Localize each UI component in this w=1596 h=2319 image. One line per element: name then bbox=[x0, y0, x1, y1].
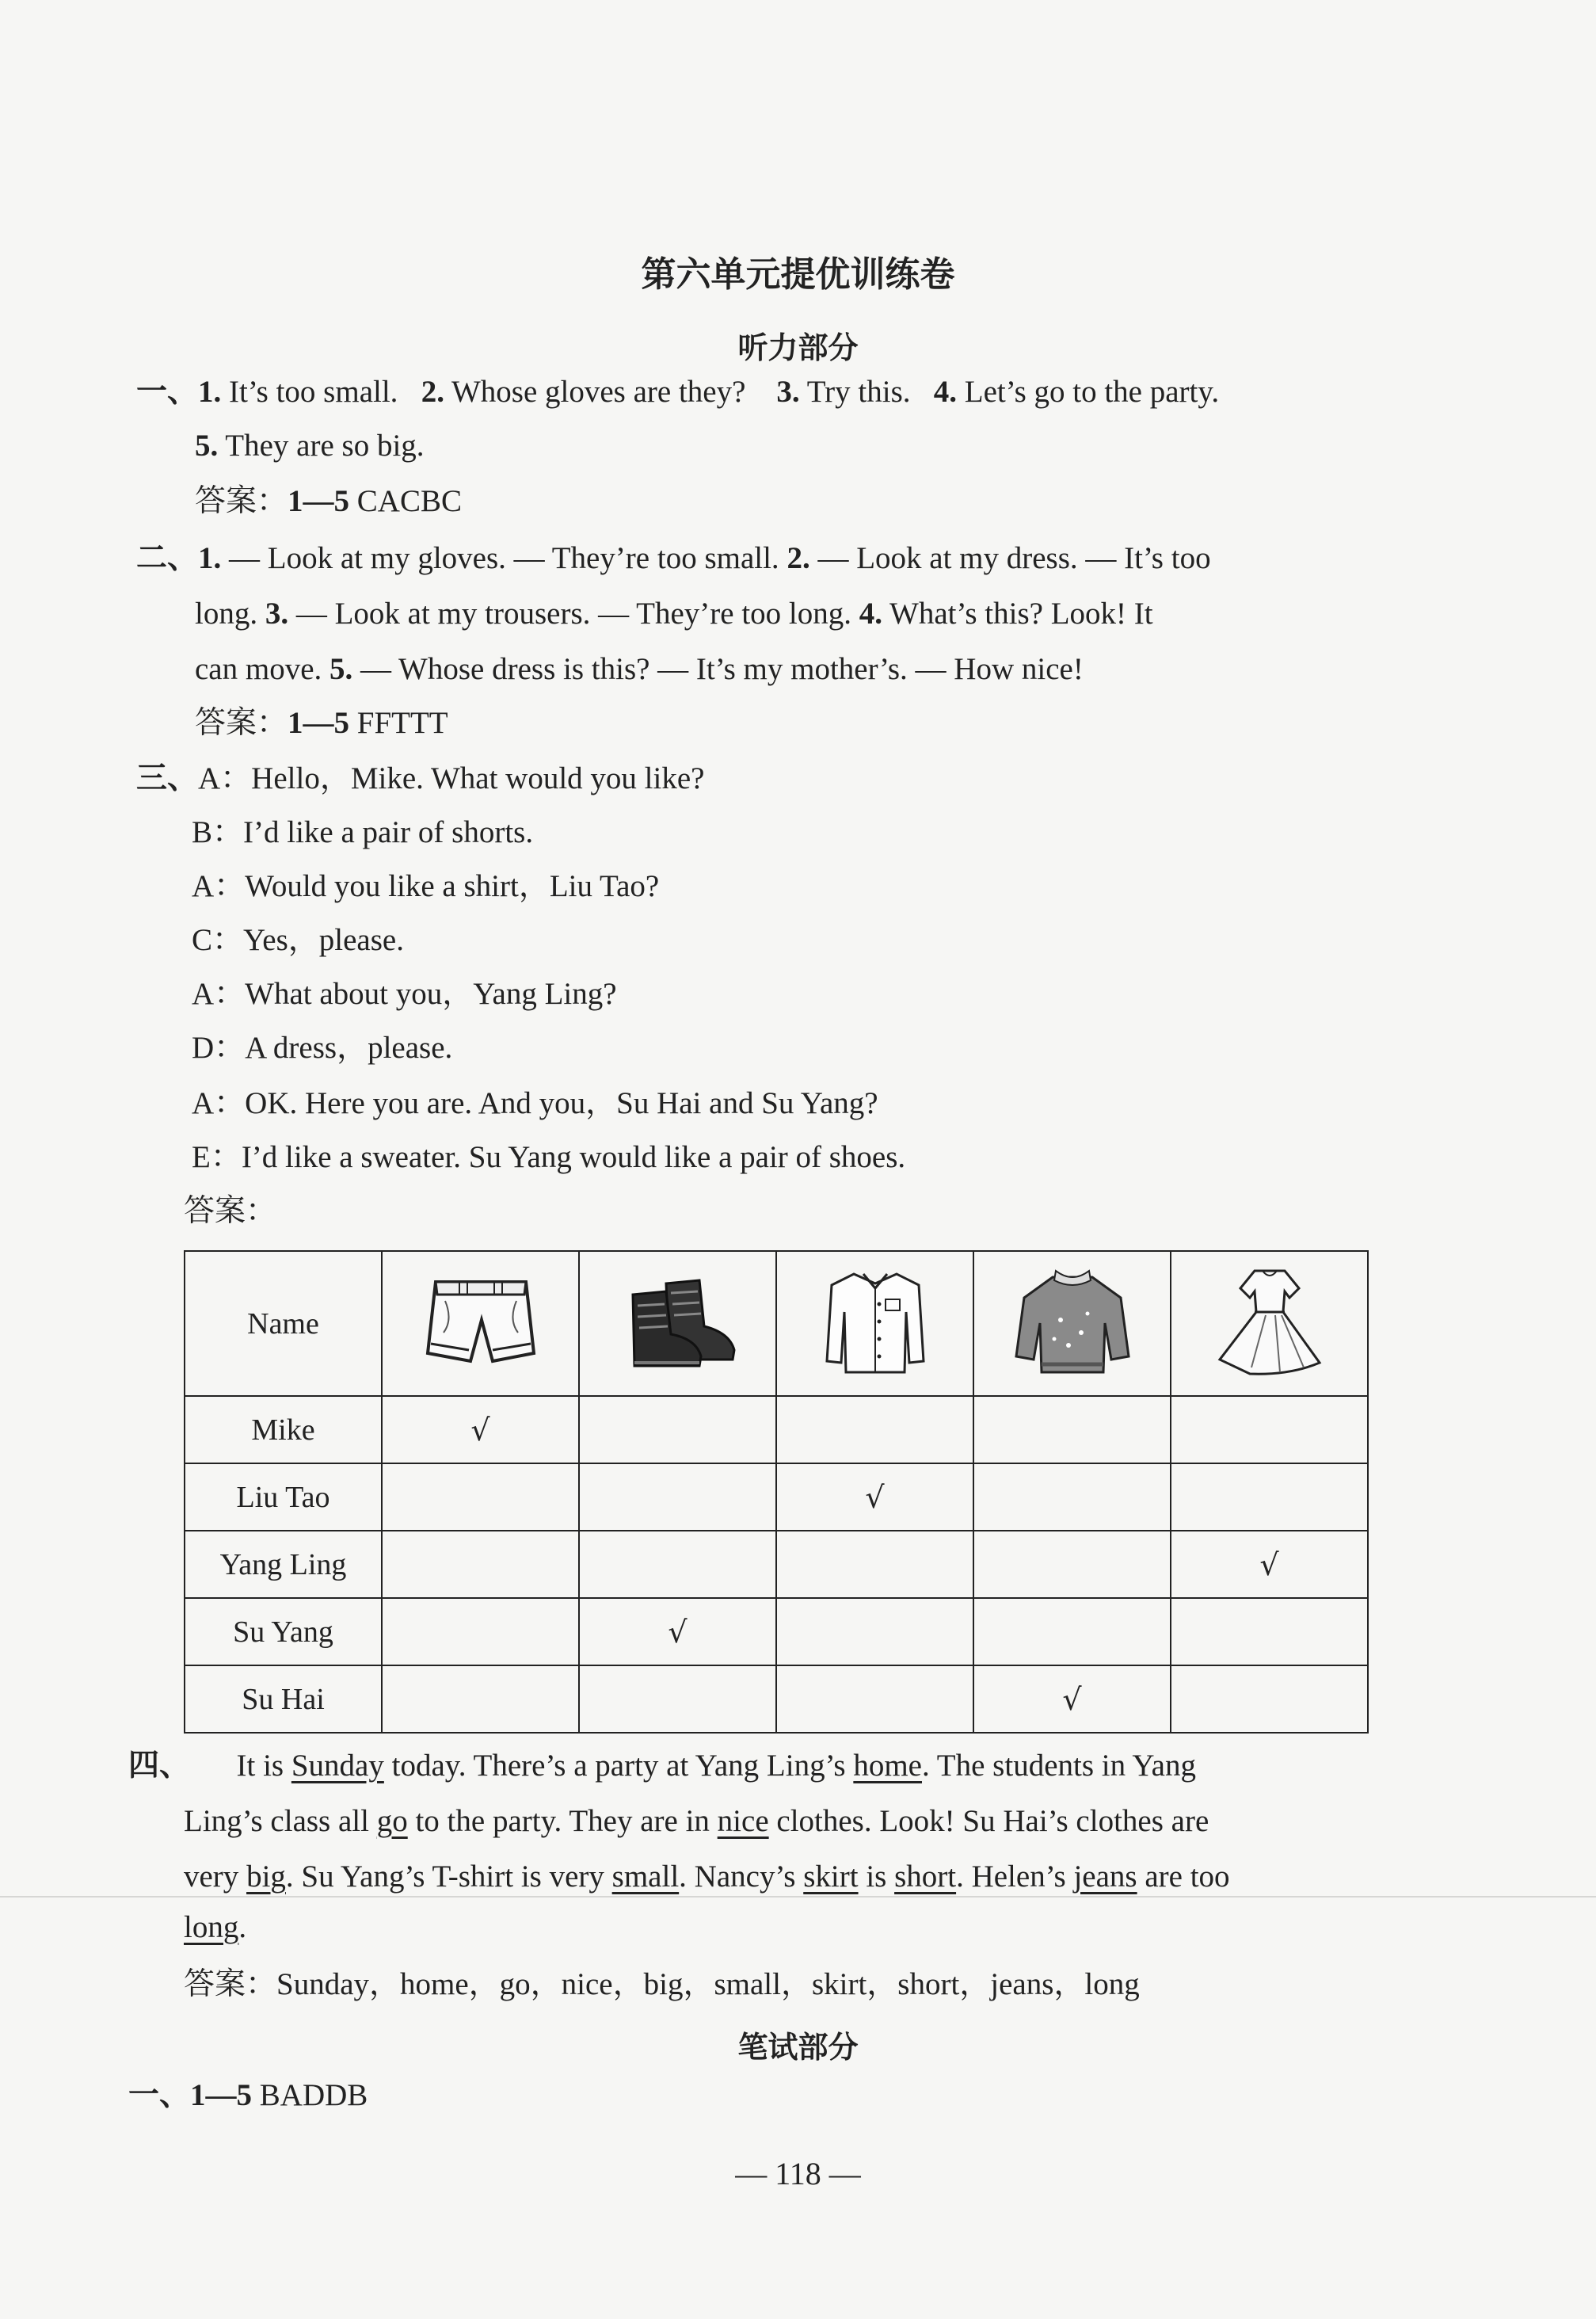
w1-answer: 一、1—5 BADDB bbox=[128, 2077, 368, 2113]
listening-section-header: 听力部分 bbox=[737, 330, 859, 365]
boots-picture bbox=[579, 1251, 776, 1396]
check-cell bbox=[973, 1531, 1171, 1598]
check-cell bbox=[382, 1463, 579, 1531]
row-name: Mike bbox=[185, 1396, 382, 1463]
s3-number: 三、 bbox=[136, 761, 199, 796]
check-cell: √ bbox=[1171, 1531, 1368, 1598]
row-name: Su Yang bbox=[185, 1598, 382, 1665]
text-run: . Su Yang’s T-shirt is very bbox=[285, 1859, 612, 1894]
s1-item1: It’s too small. bbox=[229, 375, 398, 409]
text-run: . Helen’s bbox=[956, 1859, 1074, 1894]
check-cell bbox=[973, 1463, 1171, 1531]
s1-item2: Whose gloves are they? bbox=[451, 375, 746, 409]
s4-answer: 答案：Sunday，home，go，nice，big，small，skirt，short，jeans，long bbox=[184, 1966, 1140, 2002]
underlined-answer: short bbox=[894, 1859, 957, 1894]
check-cell bbox=[973, 1598, 1171, 1665]
check-cell bbox=[382, 1665, 579, 1733]
s2-line2 bbox=[195, 596, 1153, 633]
check-cell bbox=[1171, 1463, 1368, 1531]
text-run: What’s this? Look! It bbox=[882, 597, 1153, 631]
underlined-answer: big bbox=[246, 1859, 286, 1894]
text-run: — Look at my dress. — It’s too bbox=[809, 541, 1211, 575]
sweater-picture bbox=[973, 1251, 1171, 1396]
dress-icon bbox=[1202, 1257, 1337, 1383]
s1-item5: They are so big. bbox=[225, 429, 425, 463]
underlined-answer: skirt bbox=[803, 1859, 859, 1894]
s1-item4: Let’s go to the party. bbox=[964, 375, 1220, 409]
table-header-row bbox=[185, 1251, 1368, 1396]
check-cell bbox=[579, 1396, 776, 1463]
text-run: — Whose dress is this? — It’s my mother’s. — How nice! bbox=[352, 652, 1084, 686]
text-run: is bbox=[858, 1859, 895, 1894]
underlined-answer: go bbox=[376, 1804, 408, 1838]
text-run: Ling’s class all bbox=[184, 1804, 377, 1838]
check-cell: √ bbox=[382, 1396, 579, 1463]
item-number: 5. bbox=[329, 652, 353, 686]
text-run: — Look at my trousers. — They’re too long. bbox=[288, 597, 859, 631]
s2-line1 bbox=[136, 540, 1211, 578]
check-cell bbox=[579, 1531, 776, 1598]
check-cell bbox=[579, 1463, 776, 1531]
s4-line3 bbox=[184, 1859, 1230, 1896]
text-run: . The students in Yang bbox=[922, 1749, 1196, 1783]
s3-line4: C：Yes，please. bbox=[192, 923, 404, 957]
row-name: Su Hai bbox=[185, 1665, 382, 1733]
check-cell bbox=[776, 1396, 973, 1463]
s4-line2 bbox=[184, 1803, 1209, 1840]
page-title: 第六单元提优训练卷 bbox=[641, 254, 955, 295]
text-run: clothes. Look! Su Hai’s clothes are bbox=[768, 1804, 1209, 1838]
s3-line3: A：Would you like a shirt，Liu Tao? bbox=[192, 869, 660, 903]
check-cell bbox=[579, 1665, 776, 1733]
s2-number: 二、 bbox=[136, 540, 199, 576]
s2-line3 bbox=[195, 651, 1084, 688]
check-cell: √ bbox=[776, 1463, 973, 1531]
boots-icon bbox=[611, 1257, 745, 1383]
item-number: 4. bbox=[859, 597, 883, 631]
check-cell: √ bbox=[973, 1665, 1171, 1733]
text-run: . bbox=[238, 1910, 247, 1944]
s1-answer: 答案：1—5 CACBC bbox=[195, 483, 462, 519]
underlined-answer: long bbox=[184, 1910, 239, 1944]
s1-line2: 5. They are so big. bbox=[195, 429, 425, 463]
table-row bbox=[185, 1531, 1368, 1598]
s3-answer-label: 答案： bbox=[184, 1193, 277, 1229]
text-run: today. There’s a party at Yang Ling’s bbox=[383, 1749, 854, 1783]
s3-line8: E：I’d like a sweater. Su Yang would like a pair of shoes. bbox=[192, 1140, 906, 1174]
s1-item3: Try this. bbox=[806, 375, 911, 409]
row-name: Liu Tao bbox=[185, 1463, 382, 1531]
s4-number: 四、 bbox=[128, 1748, 191, 1783]
check-cell bbox=[382, 1531, 579, 1598]
sweater-icon bbox=[1005, 1257, 1140, 1383]
item-number: 2. bbox=[787, 541, 810, 575]
check-cell bbox=[1171, 1598, 1368, 1665]
check-cell: √ bbox=[579, 1598, 776, 1665]
check-cell bbox=[1171, 1665, 1368, 1733]
answer-table bbox=[184, 1250, 1369, 1734]
text-run: It is bbox=[236, 1749, 291, 1783]
item-number: 1. bbox=[198, 541, 222, 575]
check-cell bbox=[776, 1598, 973, 1665]
underlined-answer: jeans bbox=[1073, 1859, 1137, 1894]
text-run: — Look at my gloves. — They’re too small. bbox=[221, 541, 787, 575]
table-row bbox=[185, 1396, 1368, 1463]
text-run: . Nancy’s bbox=[679, 1859, 804, 1894]
page-number: — 118 — bbox=[735, 2156, 861, 2191]
s3-line1: 三、A：Hello，Mike. What would you like? bbox=[136, 761, 705, 796]
shirt-picture bbox=[776, 1251, 973, 1396]
s1-number: 一、 bbox=[136, 374, 199, 410]
s2-answer: 答案：1—5 FFTTT bbox=[195, 705, 448, 741]
name-header: Name bbox=[185, 1251, 382, 1396]
check-cell bbox=[1171, 1396, 1368, 1463]
text-run: are too bbox=[1137, 1859, 1230, 1894]
s3-line5: A：What about you，Yang Ling? bbox=[192, 977, 617, 1011]
s3-line6: D：A dress，please. bbox=[192, 1031, 453, 1065]
underlined-answer: home bbox=[853, 1749, 922, 1783]
s3-line7: A：OK. Here you are. And you，Su Hai and Su Yang? bbox=[192, 1086, 878, 1120]
row-name: Yang Ling bbox=[185, 1531, 382, 1598]
shorts-icon bbox=[413, 1257, 548, 1383]
table-row bbox=[185, 1598, 1368, 1665]
text-run: very bbox=[184, 1859, 247, 1894]
text-run: to the party. They are in bbox=[407, 1804, 718, 1838]
shorts-picture bbox=[382, 1251, 579, 1396]
check-cell bbox=[382, 1598, 579, 1665]
writing-section-header: 笔试部分 bbox=[737, 2030, 859, 2065]
item-number: 3. bbox=[265, 597, 289, 631]
s4-line4 bbox=[184, 1909, 246, 1947]
shirt-icon bbox=[808, 1257, 943, 1383]
table-row bbox=[185, 1665, 1368, 1733]
dress-picture bbox=[1171, 1251, 1368, 1396]
s1-line1: 一、1. It’s too small. 2. Whose gloves are they? 3. Try this. 4. Let’s go to the party. bbox=[136, 374, 1220, 410]
check-cell bbox=[973, 1396, 1171, 1463]
underlined-answer: nice bbox=[717, 1804, 769, 1838]
underlined-answer: small bbox=[611, 1859, 680, 1894]
text-run: long. bbox=[195, 597, 265, 631]
w1-number: 一、 bbox=[128, 2077, 191, 2113]
check-cell bbox=[776, 1665, 973, 1733]
underlined-answer: Sunday bbox=[291, 1749, 384, 1783]
page-fold-line bbox=[0, 1896, 1596, 1898]
s4-line1 bbox=[128, 1748, 1196, 1785]
check-cell bbox=[776, 1531, 973, 1598]
s3-line2: B：I’d like a pair of shorts. bbox=[192, 815, 534, 849]
table-row bbox=[185, 1463, 1368, 1531]
text-run: can move. bbox=[195, 652, 330, 686]
